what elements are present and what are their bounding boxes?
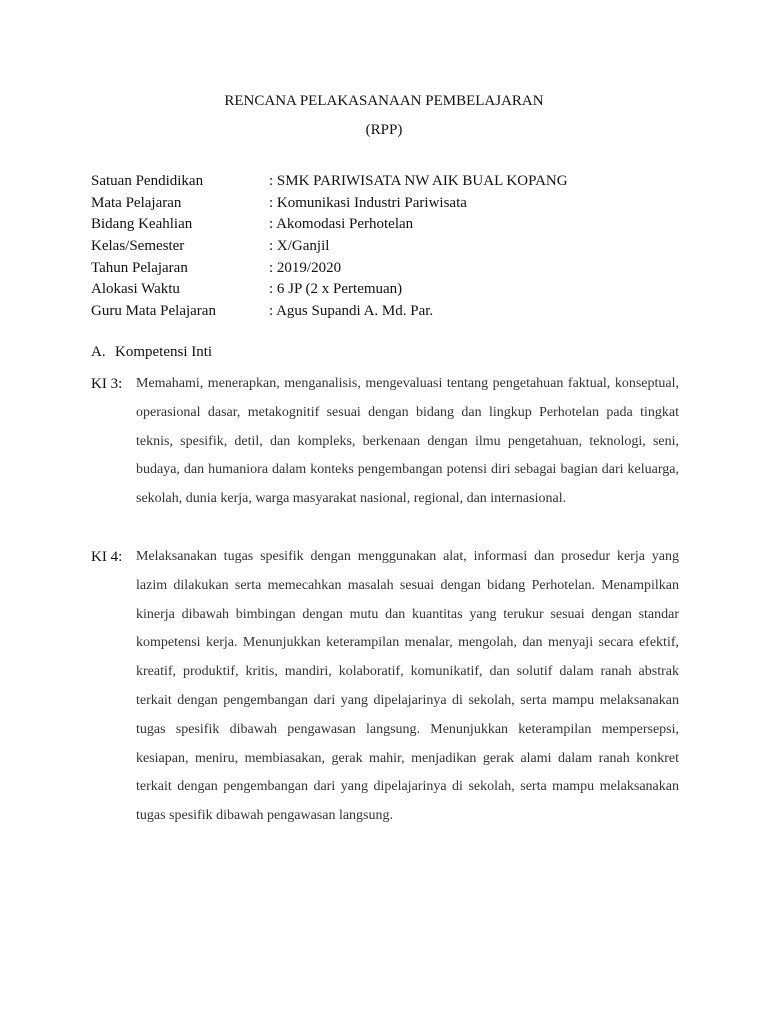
identity-row: [91, 279, 691, 301]
identity-value: : Komunikasi Industri Pariwisata: [269, 194, 467, 211]
identity-value: : SMK PARIWISATA NW AIK BUAL KOPANG: [269, 173, 568, 189]
identity-row: [91, 258, 691, 280]
document-subtitle: (RPP): [365, 122, 403, 138]
identity-label: Tahun Pelajaran: [91, 259, 188, 276]
identity-label: Satuan Pendidikan: [91, 173, 204, 189]
ki-text: Melaksanakan tugas spesifik dengan menggunakan alat, informasi dan prosedur kerja yang lazim dilakukan serta memecahkan masalah sesuai dengan bidang Perhotelan. Menampilkan kinerja dibawah bimbingan dengan mutu dan kuantitas yang terukur sesuai dengan standar kompetensi kerja. Menunjukkan keterampilan menalar, mengolah, dan menyaji secara efektif, kreatif, produktif, kritis, mandiri, kolaboratif, komunikatif, dan solutif dalam ranah abstrak terkait dengan pengembangan dari yang dipelajarinya di sekolah, serta mampu melaksanakan tugas spesifik dibawah pengawasan langsung. Menunjukkan keterampilan mempersepsi, kesiapan, meniru, membiasakan, gerak mahir, menjadikan gerak alami dalam ranah konkret terkait dengan pengembangan dari yang dipelajarinya di sekolah, serta mampu melaksanakan tugas spesifik dibawah pengawasan langsung.: [136, 549, 679, 824]
identity-label: Mata Pelajaran: [91, 194, 182, 211]
identity-row: [91, 301, 691, 323]
ki-text: Memahami, menerapkan, menganalisis, mengevaluasi tentang pengetahuan faktual, konseptual, operasional dasar, metakognitif sesuai dengan bidang dan lingkup Perhotelan pada tingkat teknis, spesifik, detil, dan kompleks, berkenaan dengan ilmu pengetahuan, teknologi, seni, budaya, dan humaniora dalam konteks pengembangan potensi diri sebagai bagian dari keluarga, sekolah, dunia kerja, warga masyarakat nasional, regional, dan internasional.: [136, 376, 679, 507]
identity-value: : 6 JP (2 x Pertemuan): [269, 281, 403, 298]
section-title: Kompetensi Inti: [115, 344, 213, 360]
identity-value: : Akomodasi Perhotelan: [269, 216, 414, 233]
identity-value: : 2019/2020: [269, 259, 342, 276]
identity-row: [91, 171, 691, 193]
identity-label: Alokasi Waktu: [91, 281, 180, 298]
identity-row: [91, 236, 691, 258]
document-title: RENCANA PELAKASANAAN PEMBELAJARAN: [224, 93, 544, 109]
section-letter: A.: [91, 344, 106, 360]
ki-3-block: [91, 370, 679, 514]
identity-label: Bidang Keahlian: [91, 216, 193, 233]
identity-label: Guru Mata Pelajaran: [91, 303, 216, 320]
ki-label: KI 3:: [91, 376, 123, 392]
ki-label: KI 4:: [91, 549, 123, 565]
identity-row: [91, 193, 691, 215]
identity-table: [91, 171, 691, 323]
identity-row: [91, 214, 691, 236]
identity-label: Kelas/Semester: [91, 238, 185, 255]
section-heading-kompetensi-inti: [91, 344, 212, 361]
identity-value: : Agus Supandi A. Md. Par.: [269, 303, 434, 320]
ki-4-block: [91, 543, 679, 831]
identity-value: : X/Ganjil: [269, 238, 330, 255]
